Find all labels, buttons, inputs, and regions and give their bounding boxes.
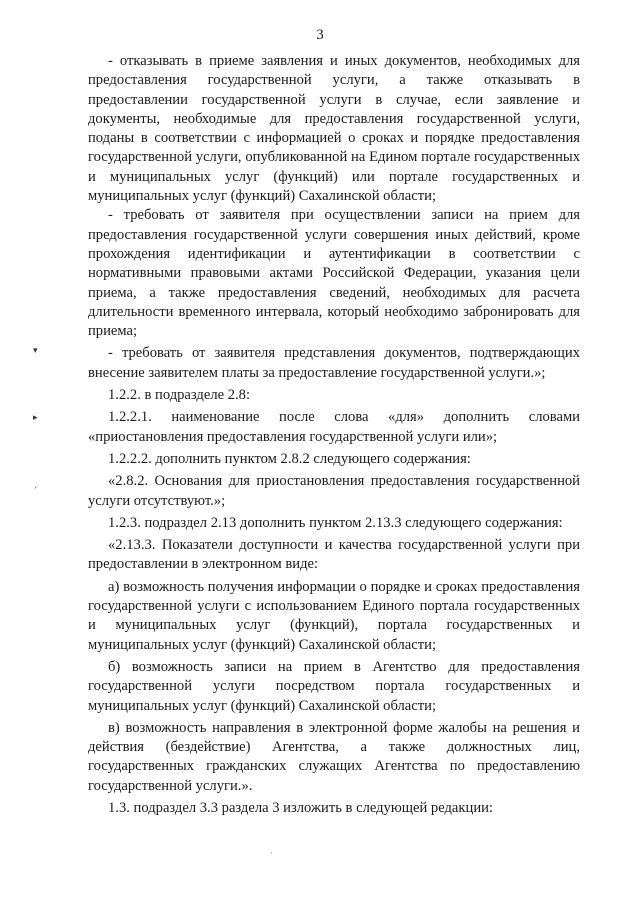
paragraph-1-3: 1.3. подраздел 3.3 раздела 3 изложить в следующей редакции: — [108, 799, 493, 816]
paragraph-2-13-3: «2.13.3. Показатели доступности и качества государственной услуги при предоставлении в электронном виде: — [88, 537, 580, 573]
paragraph-refuse-acceptance: - отказывать в приеме заявления и иных документов, необходимых для предоставления государственной услуги, а также отказывать в предоставлении государственной услуги в случае, если заявление и документы, необходимые для предоставления государственной услуги, поданы в соответствии с информацией о сроках и порядке предоставления государственной услуги, опубликованной на Едином портале государственных и муниципальных услуг (функций) или портале государственных и муниципальных услуг (функций) Сахалинской области; — [88, 53, 580, 205]
paragraph-1-2-2-2: 1.2.2.2. дополнить пунктом 2.8.2 следующего содержания: — [108, 450, 471, 467]
paragraph-appointment-requirements: - требовать от заявителя при осуществлении записи на прием для предоставления государственной услуги совершения иных действий, кроме прохождения идентификации и аутентификации в соответствии с нормативными правовыми актами Российской Федерации, указания цели приема, а также предоставления сведений, необходимых для расчета длительности временного интервала, который необходимо забронировать для приема; — [88, 207, 580, 340]
paragraph-item-c: в) возможность направления в электронной форме жалобы на решения и действия (бездействие) Агентства, а также должностных лиц, государственных гражданских служащих Агентства по предоставлению государственной услуги.». — [88, 719, 580, 794]
paragraph-payment-documents: - требовать от заявителя представления документов, подтверждающих внесение заявителем платы за предоставление государственной услуги.»; — [88, 345, 580, 381]
margin-mark: · — [270, 849, 273, 859]
margin-mark: ▸ — [33, 413, 38, 423]
margin-mark: ˊ — [33, 487, 38, 497]
paragraph-1-2-3: 1.2.3. подраздел 2.13 дополнить пунктом 2.13.3 следующего содержания: — [108, 514, 563, 531]
paragraph-2-8-2: «2.8.2. Основания для приостановления предоставления государственной услуги отсутствуют.»; — [88, 473, 580, 509]
paragraph-1-2-2: 1.2.2. в подразделе 2.8: — [108, 387, 251, 404]
margin-mark: ▾ — [33, 346, 38, 356]
paragraph-item-b: б) возможность записи на прием в Агентство для предоставления государственной услуги посредством портала государственных и муниципальных услуг (функций) Сахалинской области; — [88, 658, 580, 714]
document-body — [88, 52, 580, 818]
paragraph-item-a: а) возможность получения информации о порядке и сроках предоставления государственной услуги с использованием Единого портала государственных и муниципальных услуг (функций), портала государственных и муниципальных услуг (функций) Сахалинской области; — [88, 578, 580, 653]
page-number: 3 — [316, 27, 324, 43]
paragraph-1-2-2-1: 1.2.2.1. наименование после слова «для» дополнить словами «приостановления предоставления государственной услуги или»; — [88, 409, 580, 445]
